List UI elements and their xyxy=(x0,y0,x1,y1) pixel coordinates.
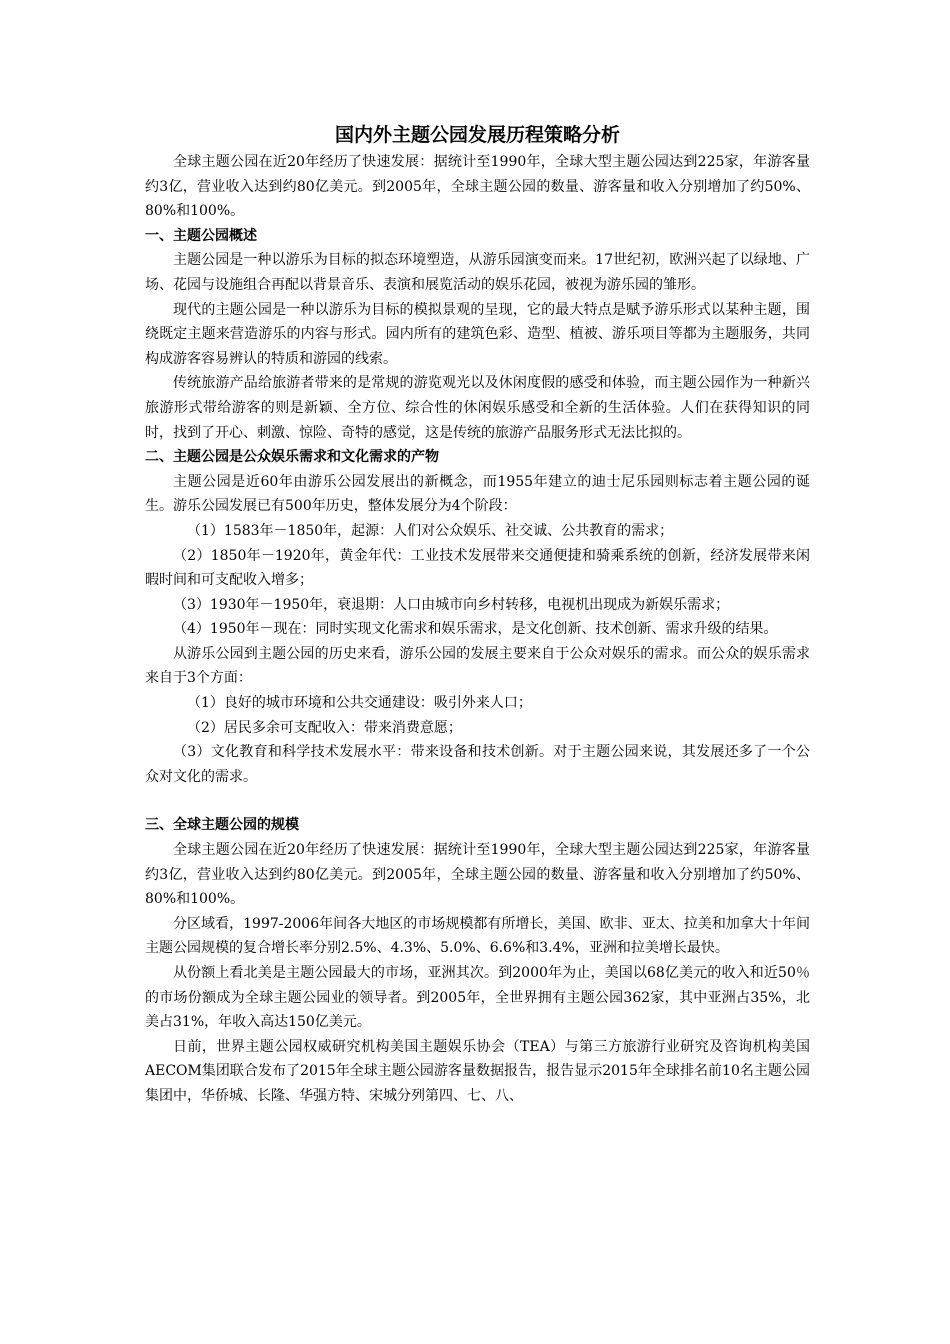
paragraph: 分区域看，1997-2006年间各大地区的市场规模都有所增长，美国、欧非、亚太、拉美和加拿大十年间主题公园规模的复合增长率分别2.5%、4.3%、5.0%、6.6%和3.4%，亚洲和拉美增长最快。 xyxy=(145,915,810,957)
paragraph: 从游乐公园到主题公园的历史来看，游乐公园的发展主要来自于公众对娱乐的需求。而公众的娱乐需求来自于3个方面： xyxy=(145,645,810,687)
paragraph: 全球主题公园在近20年经历了快速发展：据统计至1990年，全球大型主题公园达到225家，年游客量约3亿，营业收入达到约80亿美元。到2005年，全球主题公园的数量、游客量和收入分别增加了约50%、80%和100%。 xyxy=(145,842,810,908)
stage-item: （1）1583年－1850年，起源：人们对公众娱乐、社交诚、公共教育的需求； xyxy=(187,522,674,539)
section-heading-2: 二、主题公园是公众娱乐需求和文化需求的产物 xyxy=(145,449,439,466)
need-item: （3）文化教育和科学技术发展水平：带来设备和技术创新。对于主题公园来说，其发展还多了一个公众对文化的需求。 xyxy=(145,744,810,785)
need-item: （2）居民多余可支配收入：带来消费意愿； xyxy=(187,719,462,736)
spacer xyxy=(145,789,810,813)
document-body xyxy=(145,120,810,1109)
section-heading-1: 一、主题公园概述 xyxy=(145,227,257,244)
stage-item: （3）1930年－1950年，衰退期：人口由城市向乡村转移，电视机出现成为新娱乐需求； xyxy=(173,596,730,613)
paragraph: 主题公园是一种以游乐为目标的拟态环境塑造，从游乐园演变而来。17世纪初，欧洲兴起了以绿地、广场、花园与设施组合再配以背景音乐、表演和展览活动的娱乐花园，被视为游乐园的雏形。 xyxy=(145,252,810,293)
stage-item: （2）1850年－1920年，黄金年代：工业技术发展带来交通便捷和骑乘系统的创新，经济发展带来闲暇时间和可支配收入增多； xyxy=(145,547,810,589)
paragraph: 现代的主题公园是一种以游乐为目标的模拟景观的呈现，它的最大特点是赋予游乐形式以某种主题，围绕既定主题来营造游乐的内容与形式。园内所有的建筑色彩、造型、植被、游乐项目等都为主题服务，共同构成游客容易辨认的特质和游园的线索。 xyxy=(145,301,810,367)
section-heading-3: 三、全球主题公园的规模 xyxy=(145,817,299,834)
need-item: （1）良好的城市环境和公共交通建设：吸引外来人口； xyxy=(187,695,532,712)
paragraph: 主题公园是近60年由游乐公园发展出的新概念，而1955年建立的迪士尼乐园则标志着主题公园的诞生。游乐公园发展已有500年历史，整体发展分为4个阶段： xyxy=(145,473,810,515)
intro-paragraph: 全球主题公园在近20年经历了快速发展：据统计至1990年，全球大型主题公园达到225家，年游客量约3亿，营业收入达到约80亿美元。到2005年，全球主题公园的数量、游客量和收入分别增加了约50%、80%和100%。 xyxy=(145,154,810,220)
paragraph: 日前，世界主题公园权威研究机构美国主题娱乐协会（TEA）与第三方旅游行业研究及咨询机构美国AECOM集团联合发布了2015年全球主题公园游客量数据报告，报告显示2015年全球排名前10名主题公园集团中，华侨城、长隆、华强方特、宋城分列第四、七、八、 xyxy=(145,1038,810,1104)
stage-item: （4）1950年－现在：同时实现文化需求和娱乐需求，是文化创新、技术创新、需求升级的结果。 xyxy=(173,621,778,638)
paragraph: 从份额上看北美是主题公园最大的市场，亚洲其次。到2000年为止，美国以68亿美元的收入和近50％的市场份额成为全球主题公园业的领导者。到2005年，全世界拥有主题公园362家，其中亚洲占35%，北美占31%，年收入高达150亿美元。 xyxy=(145,965,810,1031)
paragraph: 传统旅游产品给旅游者带来的是常规的游览观光以及休闲度假的感受和体验，而主题公园作为一种新兴旅游形式带给游客的则是新颖、全方位、综合性的休闲娱乐感受和全新的生活体验。人们在获得知识的同时，找到了开心、刺激、惊险、奇特的感觉，这是传统的旅游产品服务形式无法比拟的。 xyxy=(145,375,810,441)
document-title: 国内外主题公园发展历程策略分析 xyxy=(334,124,620,146)
